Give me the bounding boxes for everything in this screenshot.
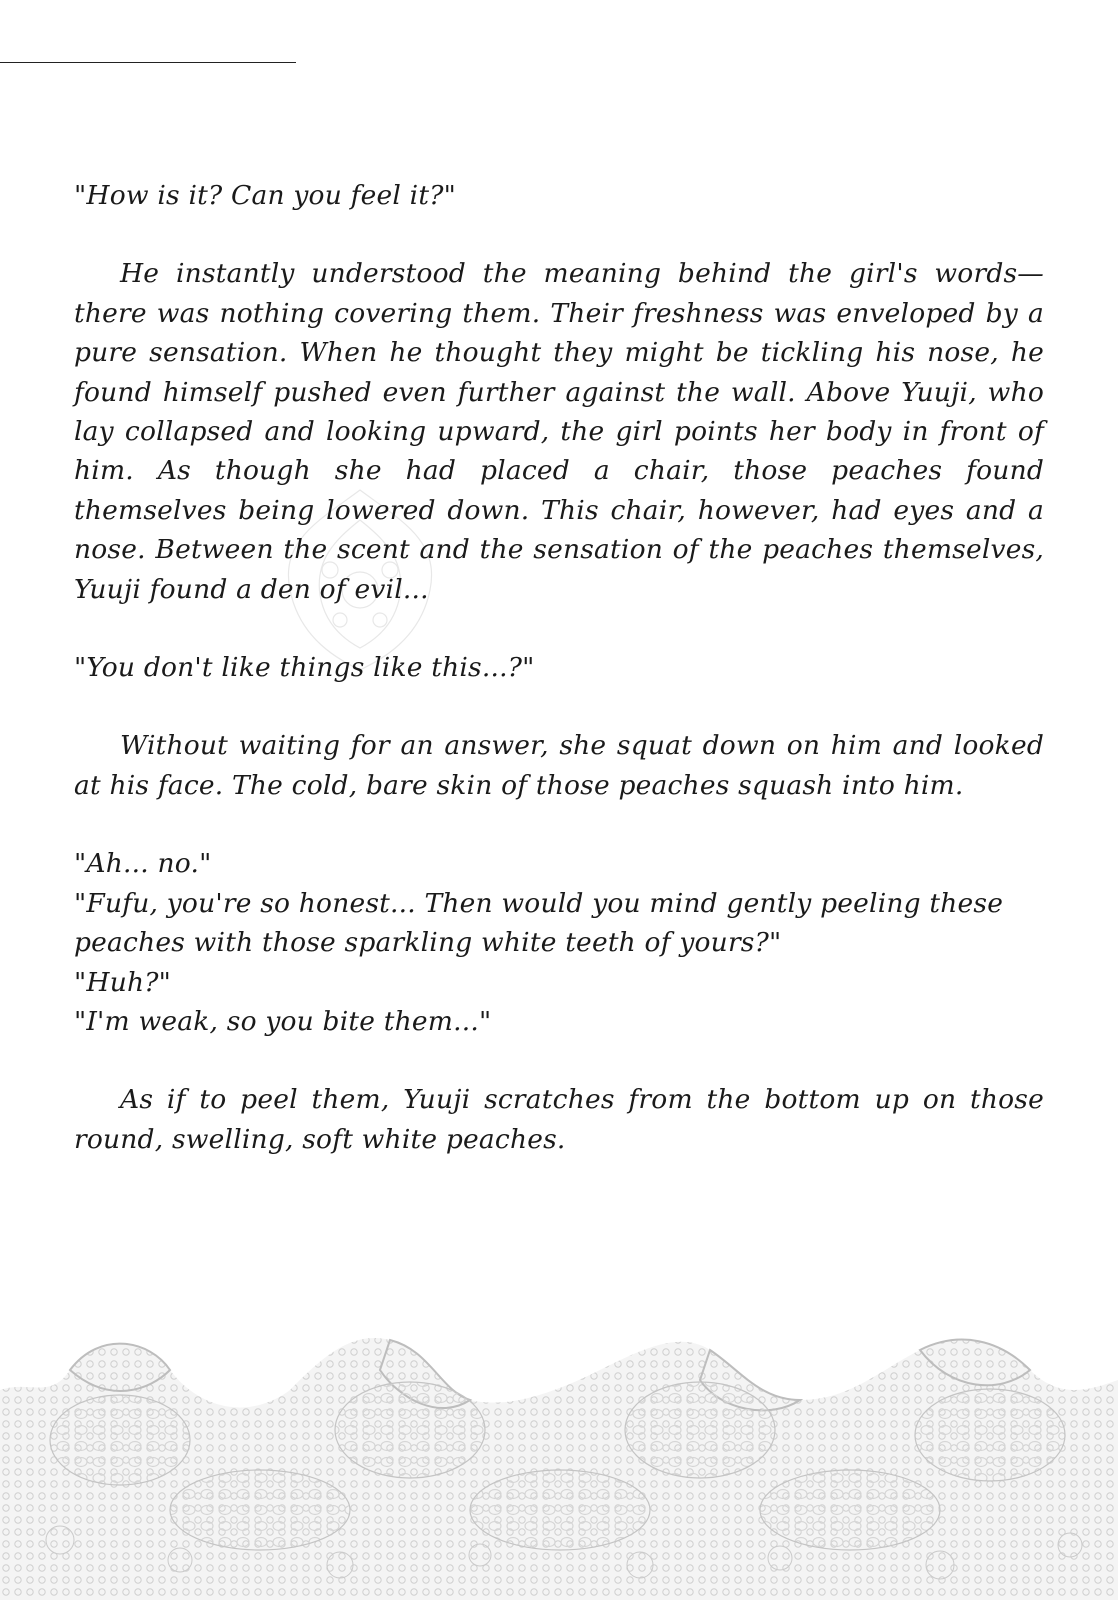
narration-paragraph: As if to peel them, Yuuji scratches from the bottom up on those round, swelling, soft white peaches.: [74, 1084, 1044, 1155]
dialogue-line: "You don't like things like this...?": [74, 652, 535, 684]
dialogue-line: "I'm weak, so you bite them...": [74, 1005, 492, 1037]
dialogue-line: "Huh?": [74, 966, 172, 998]
narration-paragraph: Without waiting for an answer, she squat down on him and looked at his face. The cold, bare skin of those peaches squash into him.: [74, 730, 1044, 801]
top-rule: [0, 62, 296, 63]
lace-border-decoration: [0, 1310, 1118, 1600]
dialogue-line: "Fufu, you're so honest... Then would you mind gently peeling these peaches with those sparkling white teeth of yours?": [74, 887, 1004, 959]
dialogue-line: "Ah... no.": [74, 848, 212, 880]
dialogue-line: "How is it? Can you feel it?": [74, 180, 456, 211]
story-text: [74, 176, 1044, 1159]
narration-paragraph: He instantly understood the meaning behind the girl's words—there was nothing covering them. Their freshness was enveloped by a pure sensation. When he thought they might be tickling his nose, he found himself pushed even further against the wall. Above Yuuji, who lay collapsed and looking upward, the girl points her body in front of him. As though she had placed a chair, those peaches found themselves being lowered down. This chair, however, had eyes and a nose. Between the scent and the sensation of the peaches themselves, Yuuji found a den of evil...: [74, 258, 1044, 605]
